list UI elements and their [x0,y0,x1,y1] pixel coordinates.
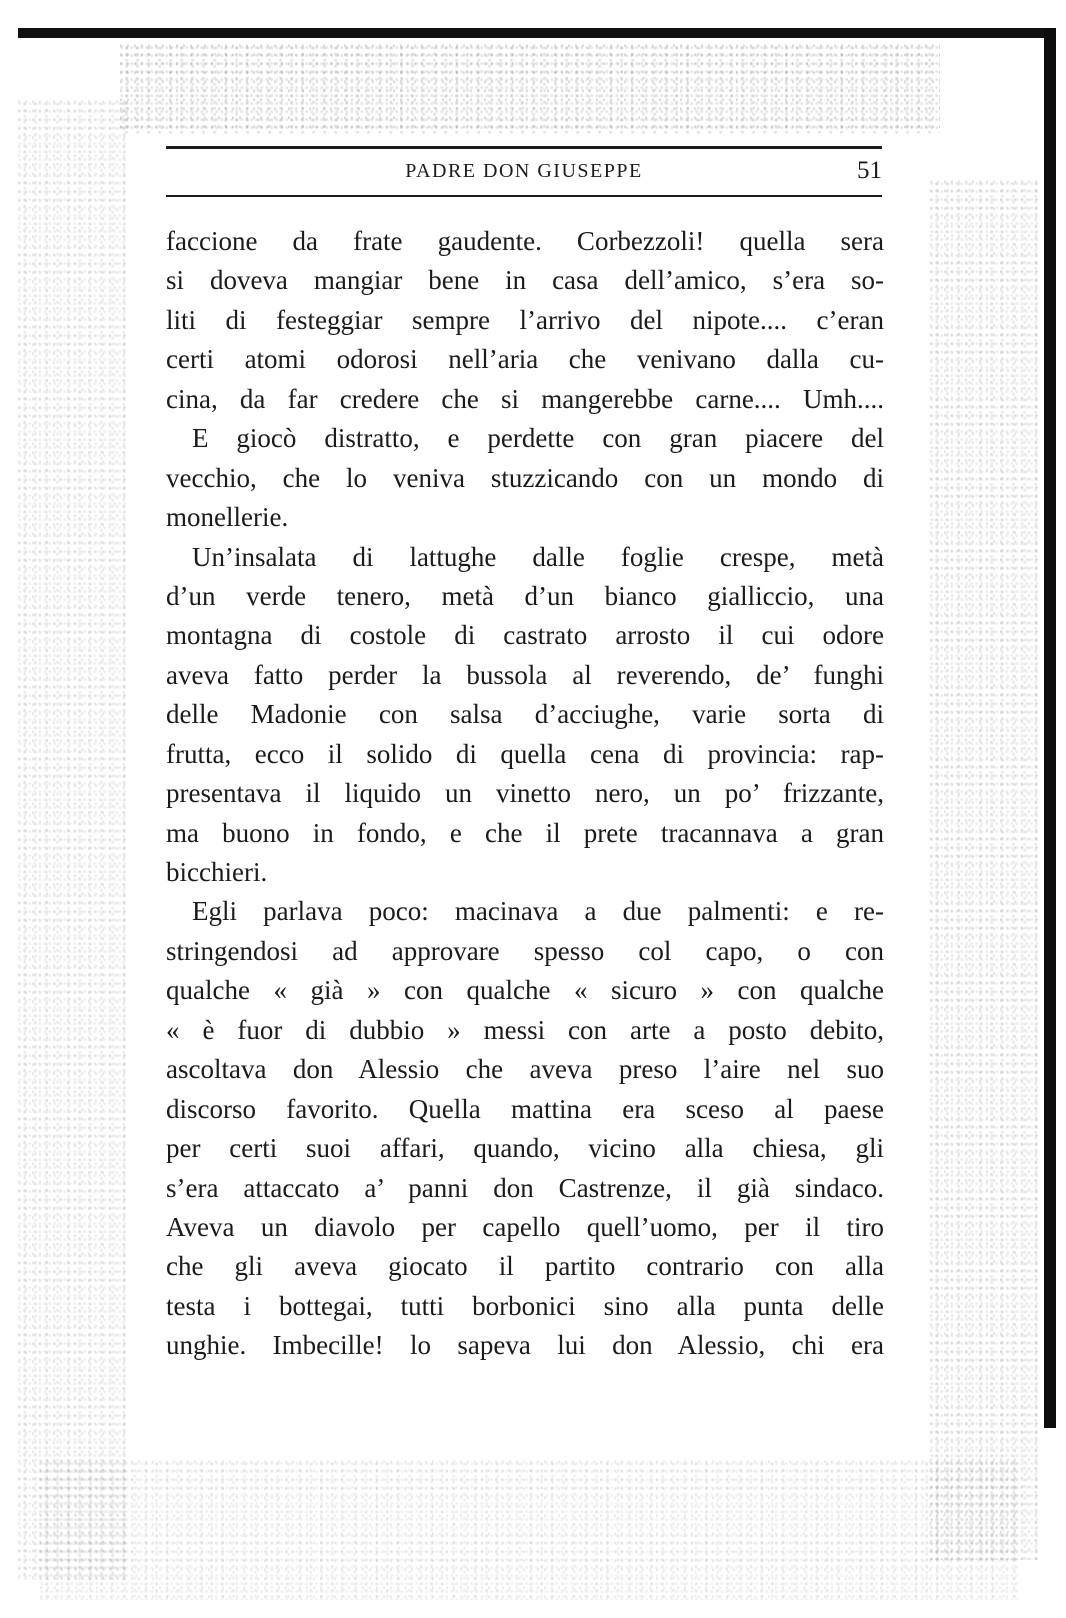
text-line: Aveva un diavolo per capello quell’uomo, per il tiro [166,1211,884,1242]
header-rule-top [166,146,882,149]
text-line: d’un verde tenero, metà d’un bianco gialliccio, una [166,580,884,611]
text-line: si doveva mangiar bene in casa dell’amico, s’era so- [166,265,884,296]
paragraph-end-line: monellerie. [166,502,289,533]
paragraph-end-line: bicchieri. [166,857,268,887]
running-title: PADRE DON GIUSEPPE [405,160,643,182]
scan-border-right [1044,28,1056,1428]
text-line: vecchio, che lo veniva stuzzicando con un mondo di [166,462,884,493]
scan-noise-right [930,180,1040,1560]
text-line: stringendosi ad approvare spesso col capo, o con [166,935,884,966]
text-line: ma buono in fondo, e che il prete tracannava a gran [166,817,884,848]
text-line: frutta, ecco il solido di quella cena di provincia: rap- [166,738,884,769]
scan-noise-top [120,44,940,134]
text-line: per certi suoi affari, quando, vicino alla chiesa, gli [166,1133,884,1164]
text-line: liti di festeggiar sempre l’arrivo del nipote.... c’eran [166,304,884,335]
header-rule-bottom [166,195,882,197]
scan-noise-bottom [40,1460,1020,1600]
text-line: delle Madonie con salsa d’acciughe, varie sorta di [166,699,884,730]
paragraph-start-line: Egli parlava poco: macinava a due palmenti: e re- [192,896,884,927]
text-line: discorso favorito. Quella mattina era sceso al paese [166,1093,884,1124]
text-line: unghie. Imbecille! lo sapeva lui don Alessio, chi era [166,1330,884,1361]
text-line: qualche « già » con qualche « sicuro » con qualche [166,975,884,1006]
scan-noise-left [18,100,128,1580]
scan-border-top [18,28,1052,38]
body-text [166,222,884,1366]
text-line: s’era attaccato a’ panni don Castrenze, il già sindaco. [166,1172,884,1203]
text-line: ascoltava don Alessio che aveva preso l’aire nel suo [166,1054,884,1085]
text-line: montagna di costole di castrato arrosto il cui odore [166,620,884,651]
text-line: presentava il liquido un vinetto nero, un po’ frizzante, [166,778,884,809]
text-line: « è fuor di dubbio » messi con arte a posto debito, [166,1014,884,1045]
paragraph-start-line: Un’insalata di lattughe dalle foglie crespe, metà [192,541,884,572]
text-line: testa i bottegai, tutti borbonici sino alla punta delle [166,1290,884,1321]
text-line: aveva fatto perder la bussola al reverendo, de’ funghi [166,659,884,690]
page-number: 51 [857,157,882,184]
text-line: cina, da far credere che si mangerebbe carne.... Umh.... [166,383,884,414]
text-line: faccione da frate gaudente. Corbezzoli! quella sera [166,226,884,256]
paragraph-start-line: E giocò distratto, e perdette con gran piacere del [192,423,884,454]
text-line: certi atomi odorosi nell’aria che venivano dalla cu- [166,344,884,375]
text-line: che gli aveva giocato il partito contrario con alla [166,1251,884,1282]
